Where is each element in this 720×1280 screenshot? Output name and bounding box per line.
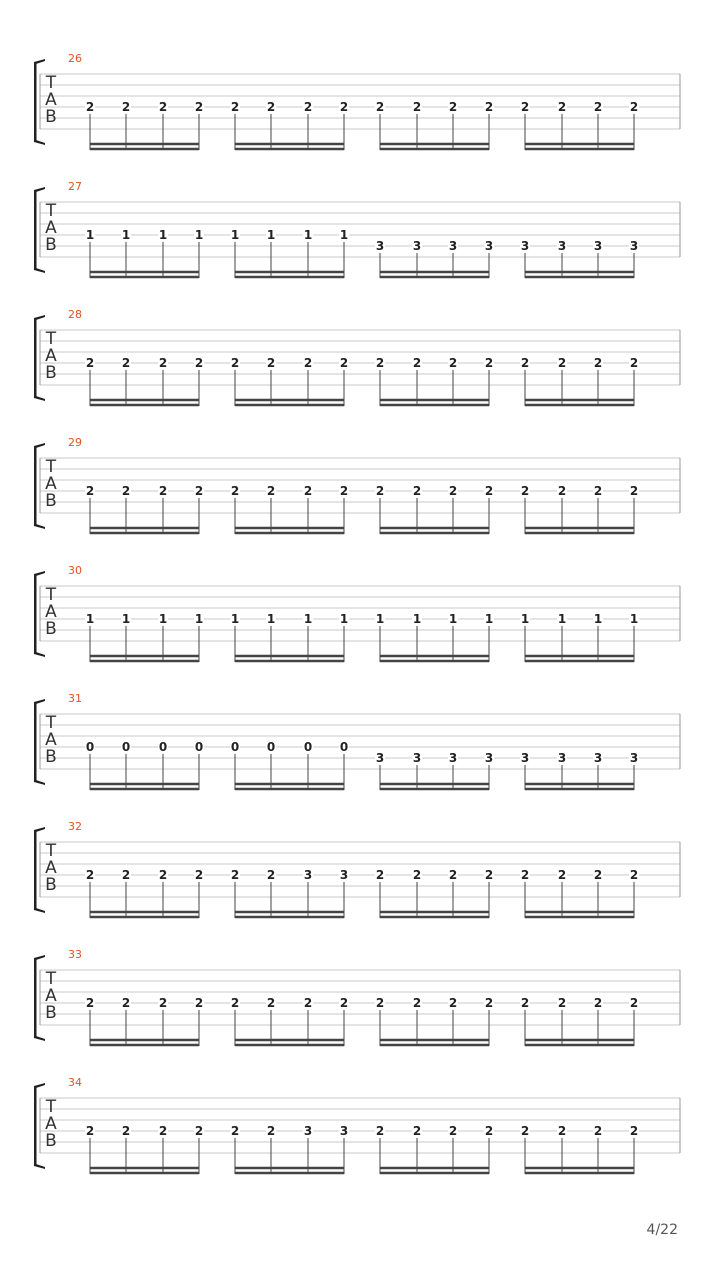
fret-number: 2 <box>448 996 458 1010</box>
fret-number: 1 <box>230 612 240 626</box>
fret-number: 2 <box>194 868 204 882</box>
bar-number: 26 <box>68 52 82 65</box>
fret-number: 0 <box>121 740 131 754</box>
fret-number: 2 <box>593 996 603 1010</box>
bar-number: 29 <box>68 436 82 449</box>
tab-clef-letter: A <box>45 602 57 622</box>
bracket-bottom-hook <box>34 140 45 145</box>
bar-number: 28 <box>68 308 82 321</box>
tab-clef-letter: A <box>45 218 57 238</box>
fret-number: 2 <box>629 484 639 498</box>
bracket-top-hook <box>34 59 45 64</box>
system-bracket <box>34 190 37 270</box>
tab-clef-letter: T <box>45 201 57 221</box>
fret-number: 1 <box>339 612 349 626</box>
fret-number: 2 <box>158 100 168 114</box>
fret-number: 2 <box>593 1124 603 1138</box>
tab-clef-letter: B <box>45 619 57 639</box>
fret-number: 2 <box>121 1124 131 1138</box>
bracket-bottom-hook <box>34 1036 45 1041</box>
fret-number: 2 <box>303 484 313 498</box>
system-bracket <box>34 62 37 142</box>
bar-number: 34 <box>68 1076 82 1089</box>
fret-number: 2 <box>375 1124 385 1138</box>
fret-number: 1 <box>194 612 204 626</box>
fret-number: 2 <box>266 996 276 1010</box>
fret-number: 2 <box>520 1124 530 1138</box>
fret-number: 1 <box>158 228 168 242</box>
fret-number: 2 <box>158 356 168 370</box>
fret-number: 2 <box>266 356 276 370</box>
bracket-top-hook <box>34 571 45 576</box>
fret-number: 0 <box>230 740 240 754</box>
fret-number: 3 <box>557 751 567 765</box>
system-bracket <box>34 702 37 782</box>
bracket-top-hook <box>34 955 45 960</box>
tab-clef-letter: A <box>45 1114 57 1134</box>
fret-number: 2 <box>557 868 567 882</box>
fret-number: 0 <box>158 740 168 754</box>
fret-number: 2 <box>448 356 458 370</box>
fret-number: 2 <box>158 996 168 1010</box>
fret-number: 2 <box>194 356 204 370</box>
fret-number: 0 <box>194 740 204 754</box>
fret-number: 3 <box>593 239 603 253</box>
fret-number: 2 <box>266 868 276 882</box>
fret-number: 2 <box>266 1124 276 1138</box>
fret-number: 2 <box>448 100 458 114</box>
tab-clef-letter: T <box>45 585 57 605</box>
fret-number: 2 <box>484 996 494 1010</box>
fret-number: 2 <box>121 356 131 370</box>
bracket-bottom-hook <box>34 268 45 273</box>
fret-number: 1 <box>230 228 240 242</box>
fret-number: 3 <box>629 239 639 253</box>
fret-number: 2 <box>448 484 458 498</box>
fret-number: 2 <box>484 356 494 370</box>
tab-clef-letter: B <box>45 107 57 127</box>
tab-clef-letter: B <box>45 363 57 383</box>
fret-number: 2 <box>194 100 204 114</box>
fret-number: 3 <box>303 1124 313 1138</box>
bracket-bottom-hook <box>34 1164 45 1169</box>
fret-number: 2 <box>520 996 530 1010</box>
fret-number: 2 <box>375 996 385 1010</box>
fret-number: 1 <box>629 612 639 626</box>
fret-number: 2 <box>412 868 422 882</box>
system-bracket <box>34 574 37 654</box>
tab-system <box>34 308 680 406</box>
fret-number: 1 <box>121 612 131 626</box>
fret-number: 1 <box>266 228 276 242</box>
fret-number: 2 <box>121 100 131 114</box>
system-bracket <box>34 318 37 398</box>
fret-number: 2 <box>557 996 567 1010</box>
fret-number: 2 <box>412 100 422 114</box>
fret-number: 1 <box>158 612 168 626</box>
tab-clef-letter: B <box>45 1003 57 1023</box>
fret-number: 2 <box>230 868 240 882</box>
fret-number: 3 <box>303 868 313 882</box>
bracket-top-hook <box>34 187 45 192</box>
fret-number: 3 <box>412 751 422 765</box>
fret-number: 2 <box>520 484 530 498</box>
tab-clef-letter: B <box>45 491 57 511</box>
bracket-top-hook <box>34 443 45 448</box>
fret-number: 1 <box>557 612 567 626</box>
fret-number: 2 <box>121 868 131 882</box>
fret-number: 1 <box>448 612 458 626</box>
fret-number: 3 <box>629 751 639 765</box>
tab-clef-letter: T <box>45 969 57 989</box>
tab-clef-letter: B <box>45 875 57 895</box>
bar-number: 33 <box>68 948 82 961</box>
fret-number: 2 <box>448 1124 458 1138</box>
fret-number: 2 <box>85 996 95 1010</box>
fret-number: 3 <box>484 239 494 253</box>
bracket-top-hook <box>34 315 45 320</box>
fret-number: 2 <box>85 868 95 882</box>
fret-number: 2 <box>85 1124 95 1138</box>
fret-number: 2 <box>339 484 349 498</box>
fret-number: 2 <box>375 868 385 882</box>
fret-number: 2 <box>629 868 639 882</box>
fret-number: 2 <box>484 100 494 114</box>
fret-number: 2 <box>484 1124 494 1138</box>
fret-number: 2 <box>412 996 422 1010</box>
fret-number: 1 <box>303 612 313 626</box>
fret-number: 3 <box>375 751 385 765</box>
fret-number: 2 <box>266 484 276 498</box>
fret-number: 3 <box>412 239 422 253</box>
tab-clef-letter: A <box>45 474 57 494</box>
fret-number: 1 <box>266 612 276 626</box>
tab-clef-letter: T <box>45 713 57 733</box>
fret-number: 3 <box>557 239 567 253</box>
fret-number: 2 <box>230 1124 240 1138</box>
fret-number: 2 <box>339 996 349 1010</box>
fret-number: 2 <box>230 484 240 498</box>
tab-system <box>34 1076 680 1174</box>
fret-number: 2 <box>375 100 385 114</box>
fret-number: 1 <box>520 612 530 626</box>
fret-number: 2 <box>339 356 349 370</box>
bracket-top-hook <box>34 699 45 704</box>
tab-system <box>34 948 680 1046</box>
fret-number: 1 <box>484 612 494 626</box>
tab-clef-letter: A <box>45 730 57 750</box>
fret-number: 0 <box>85 740 95 754</box>
tab-clef-letter: A <box>45 90 57 110</box>
fret-number: 2 <box>520 100 530 114</box>
system-bracket <box>34 830 37 910</box>
fret-number: 3 <box>520 239 530 253</box>
fret-number: 3 <box>520 751 530 765</box>
fret-number: 3 <box>484 751 494 765</box>
fret-number: 2 <box>85 356 95 370</box>
system-bracket <box>34 446 37 526</box>
fret-number: 1 <box>85 612 95 626</box>
tab-clef-letter: T <box>45 73 57 93</box>
fret-number: 2 <box>158 1124 168 1138</box>
fret-number: 3 <box>339 868 349 882</box>
fret-number: 0 <box>339 740 349 754</box>
tab-clef-letter: T <box>45 841 57 861</box>
fret-number: 2 <box>412 356 422 370</box>
tab-system <box>34 564 680 662</box>
fret-number: 2 <box>484 484 494 498</box>
tab-system <box>34 436 680 534</box>
fret-number: 2 <box>303 100 313 114</box>
fret-number: 2 <box>266 100 276 114</box>
bar-number: 32 <box>68 820 82 833</box>
tab-clef-letter: T <box>45 329 57 349</box>
fret-number: 2 <box>230 996 240 1010</box>
fret-number: 1 <box>194 228 204 242</box>
fret-number: 1 <box>121 228 131 242</box>
fret-number: 2 <box>303 356 313 370</box>
bracket-bottom-hook <box>34 524 45 529</box>
fret-number: 2 <box>158 868 168 882</box>
fret-number: 1 <box>85 228 95 242</box>
fret-number: 2 <box>593 868 603 882</box>
fret-number: 2 <box>520 356 530 370</box>
fret-number: 2 <box>484 868 494 882</box>
fret-number: 2 <box>121 484 131 498</box>
bracket-bottom-hook <box>34 780 45 785</box>
tab-system <box>34 692 680 790</box>
tab-system <box>34 180 680 278</box>
tab-clef-letter: B <box>45 747 57 767</box>
fret-number: 2 <box>194 1124 204 1138</box>
bracket-top-hook <box>34 1083 45 1088</box>
tab-clef-letter: T <box>45 457 57 477</box>
fret-number: 2 <box>158 484 168 498</box>
fret-number: 2 <box>557 356 567 370</box>
bar-number: 30 <box>68 564 82 577</box>
fret-number: 2 <box>520 868 530 882</box>
bracket-bottom-hook <box>34 652 45 657</box>
fret-number: 1 <box>593 612 603 626</box>
system-bracket <box>34 1086 37 1166</box>
fret-number: 2 <box>629 1124 639 1138</box>
fret-number: 2 <box>230 356 240 370</box>
bracket-bottom-hook <box>34 396 45 401</box>
system-bracket <box>34 958 37 1038</box>
tab-system <box>34 52 680 150</box>
fret-number: 3 <box>593 751 603 765</box>
bar-number: 27 <box>68 180 82 193</box>
fret-number: 2 <box>557 100 567 114</box>
fret-number: 2 <box>194 484 204 498</box>
fret-number: 2 <box>412 1124 422 1138</box>
fret-number: 2 <box>85 100 95 114</box>
fret-number: 2 <box>375 356 385 370</box>
fret-number: 1 <box>303 228 313 242</box>
fret-number: 2 <box>629 996 639 1010</box>
fret-number: 2 <box>557 484 567 498</box>
fret-number: 2 <box>85 484 95 498</box>
fret-number: 3 <box>448 239 458 253</box>
fret-number: 2 <box>629 100 639 114</box>
bar-number: 31 <box>68 692 82 705</box>
fret-number: 3 <box>339 1124 349 1138</box>
tab-clef-letter: A <box>45 346 57 366</box>
fret-number: 2 <box>629 356 639 370</box>
bracket-top-hook <box>34 827 45 832</box>
page-number: 4/22 <box>646 1222 678 1238</box>
fret-number: 0 <box>303 740 313 754</box>
fret-number: 2 <box>593 484 603 498</box>
fret-number: 1 <box>339 228 349 242</box>
fret-number: 2 <box>375 484 385 498</box>
fret-number: 2 <box>412 484 422 498</box>
fret-number: 2 <box>230 100 240 114</box>
fret-number: 2 <box>448 868 458 882</box>
tab-system <box>34 820 680 918</box>
fret-number: 3 <box>448 751 458 765</box>
fret-number: 2 <box>593 356 603 370</box>
fret-number: 2 <box>121 996 131 1010</box>
fret-number: 2 <box>194 996 204 1010</box>
tab-clef-letter: B <box>45 1131 57 1151</box>
fret-number: 2 <box>339 100 349 114</box>
fret-number: 3 <box>375 239 385 253</box>
tab-clef-letter: T <box>45 1097 57 1117</box>
fret-number: 2 <box>593 100 603 114</box>
fret-number: 0 <box>266 740 276 754</box>
fret-number: 2 <box>303 996 313 1010</box>
fret-number: 1 <box>412 612 422 626</box>
fret-number: 2 <box>557 1124 567 1138</box>
tab-clef-letter: A <box>45 858 57 878</box>
tab-clef-letter: A <box>45 986 57 1006</box>
bracket-bottom-hook <box>34 908 45 913</box>
fret-number: 1 <box>375 612 385 626</box>
tab-clef-letter: B <box>45 235 57 255</box>
